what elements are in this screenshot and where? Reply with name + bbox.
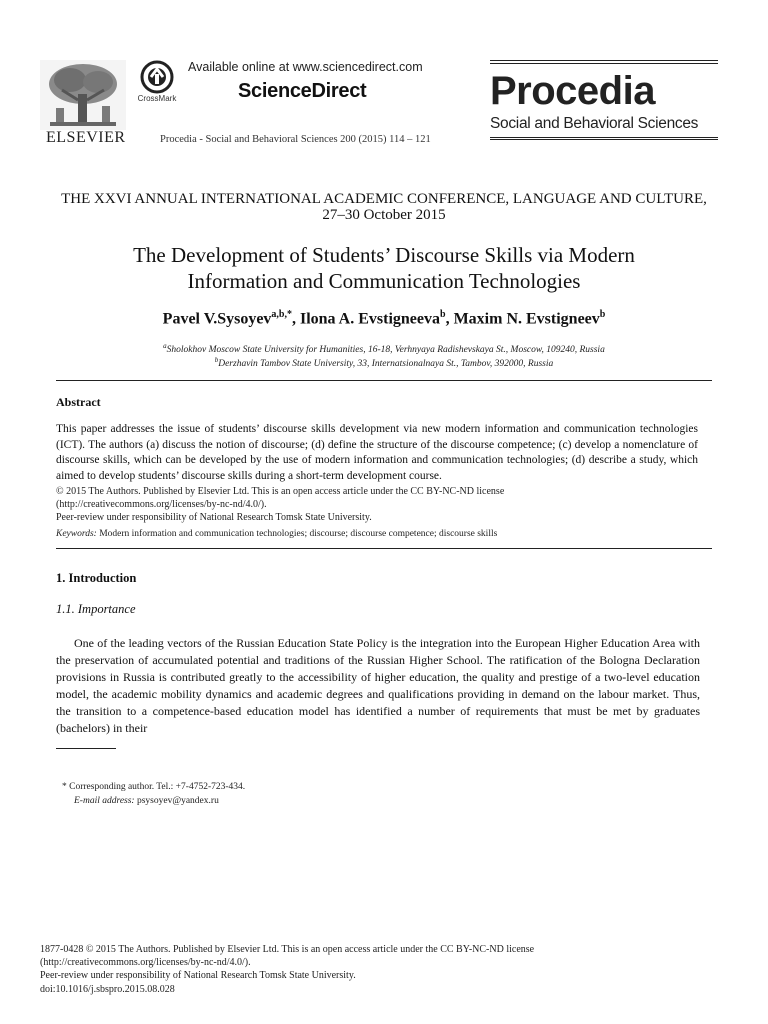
elsevier-tree-icon	[40, 60, 126, 130]
crossmark-badge[interactable]	[134, 60, 180, 103]
affiliation-b	[56, 356, 712, 369]
abstract-license-link[interactable]: (http://creativecommons.org/licenses/by-nc-nd/4.0/).	[56, 499, 267, 510]
email-label: E-mail address:	[74, 796, 135, 806]
procedia-bottom-rule	[490, 137, 718, 140]
abstract-body: This paper addresses the issue of students’ discourse skills development via new modern information and communication technologies (ICT). The authors (a) discuss the notion of discourse; (d) define the structure of the discourse competence; (c) develop a nomenclature of discourse skills, which can be developed by the use of modern information and communication technologies; (d) describe a study, which aimed to develop students’ discourse skills during a short-term development course.	[56, 423, 698, 482]
available-online-text: Available online at www.sciencedirect.com	[188, 60, 423, 74]
crossmark-label: CrossMark	[137, 94, 177, 103]
abstract-peer-review: Peer-review under responsibility of National Research Tomsk State University.	[56, 512, 372, 523]
author-name: Maxim N. Evstigneev	[453, 310, 600, 328]
footnote-divider	[56, 748, 116, 749]
affiliation-sup: b	[214, 356, 219, 364]
keywords	[56, 529, 698, 539]
footnote-corresponding: * Corresponding author. Tel.: +7-4752-723-434.	[62, 782, 246, 792]
header-divider	[56, 380, 712, 381]
footer-doi[interactable]: doi:10.1016/j.sbspro.2015.08.028	[40, 984, 175, 995]
procedia-name: Procedia	[490, 69, 655, 113]
procedia-top-rule	[490, 60, 718, 64]
keywords-text: Modern information and communication technologies; discourse; discourse competence; discourse skills	[99, 529, 498, 539]
sciencedirect-wordmark: ScienceDirect	[238, 80, 367, 102]
affiliation-a	[56, 342, 712, 355]
title-line-1: The Development of Students’ Discourse Skills via Modern	[133, 243, 635, 267]
author-affil-sup: b	[599, 309, 606, 320]
author-name: Pavel V.Sysoyev	[162, 310, 272, 328]
corresponding-mark[interactable]: *	[286, 309, 292, 320]
abstract-copyright: © 2015 The Authors. Published by Elsevier Ltd. This is an open access article under the CC BY-NC-ND license	[56, 486, 505, 497]
abstract-divider	[56, 548, 712, 549]
author-name: Ilona A. Evstigneeva	[299, 310, 440, 328]
email-address[interactable]: psysoyev@yandex.ru	[136, 796, 219, 806]
crossmark-icon	[140, 60, 174, 94]
affiliation-sup: a	[163, 342, 167, 350]
procedia-subtitle: Social and Behavioral Sciences	[490, 115, 699, 132]
body-paragraph: One of the leading vectors of the Russian Education State Policy is the integration into the European Higher Education Area with the preservation of accumulated potential and traditions of the Russian Higher School. The ratification of the Bologna Declaration provisions in Russia is contributed greatly to the accessibility of higher education, the quality and prestige of a two-level education model, the academic mobility dynamics and academic degrees and qualifications providing in demand on the labour market. Thus, the transition to a competence-based education model has identified a number of requirements that must be met by graduates (bachelors) in their	[56, 636, 700, 735]
procedia-logo	[490, 60, 718, 140]
journal-reference: Procedia - Social and Behavioral Sciences 200 (2015) 114 – 121	[160, 134, 431, 145]
publisher-name: ELSEVIER	[46, 129, 126, 146]
keywords-label: Keywords:	[56, 529, 97, 539]
footer-copyright: 1877-0428 © 2015 The Authors. Published by Elsevier Ltd. This is an open access article under the CC BY-NC-ND license	[40, 944, 535, 955]
section-heading: 1. Introduction	[56, 571, 137, 585]
author-affil-sup: b	[440, 309, 446, 320]
footnote-email	[74, 796, 219, 806]
affiliation-text: Derzhavin Tambov State University, 33, Internatsionalnaya St., Tambov, 392000, Russia	[218, 359, 554, 370]
abstract-heading: Abstract	[56, 395, 101, 409]
title-line-2: Information and Communication Technologies	[187, 269, 581, 293]
affiliation-text: Sholokhov Moscow State University for Humanities, 16-18, Verhnyaya Radishevskaya St., Moscow, 109240, Russia	[166, 345, 605, 356]
footer-peer-review: Peer-review under responsibility of National Research Tomsk State University.	[40, 970, 356, 981]
footer-license-link[interactable]: (http://creativecommons.org/licenses/by-nc-nd/4.0/).	[40, 957, 251, 968]
author-list: Pavel V.Sysoyev$^{a,b,*}$, Ilona A. Evstigneeva$^b$, Maxim N. Evstigneev$^b$	[162, 309, 606, 328]
author-affil-sup: a,b,	[271, 309, 287, 320]
paper-title	[56, 242, 712, 294]
conference-name: THE XXVI ANNUAL INTERNATIONAL ACADEMIC CONFERENCE, LANGUAGE AND CULTURE, 27–30 October 2015	[61, 191, 707, 223]
subsection-heading: 1.1. Importance	[56, 602, 136, 616]
elsevier-logo	[40, 60, 126, 146]
